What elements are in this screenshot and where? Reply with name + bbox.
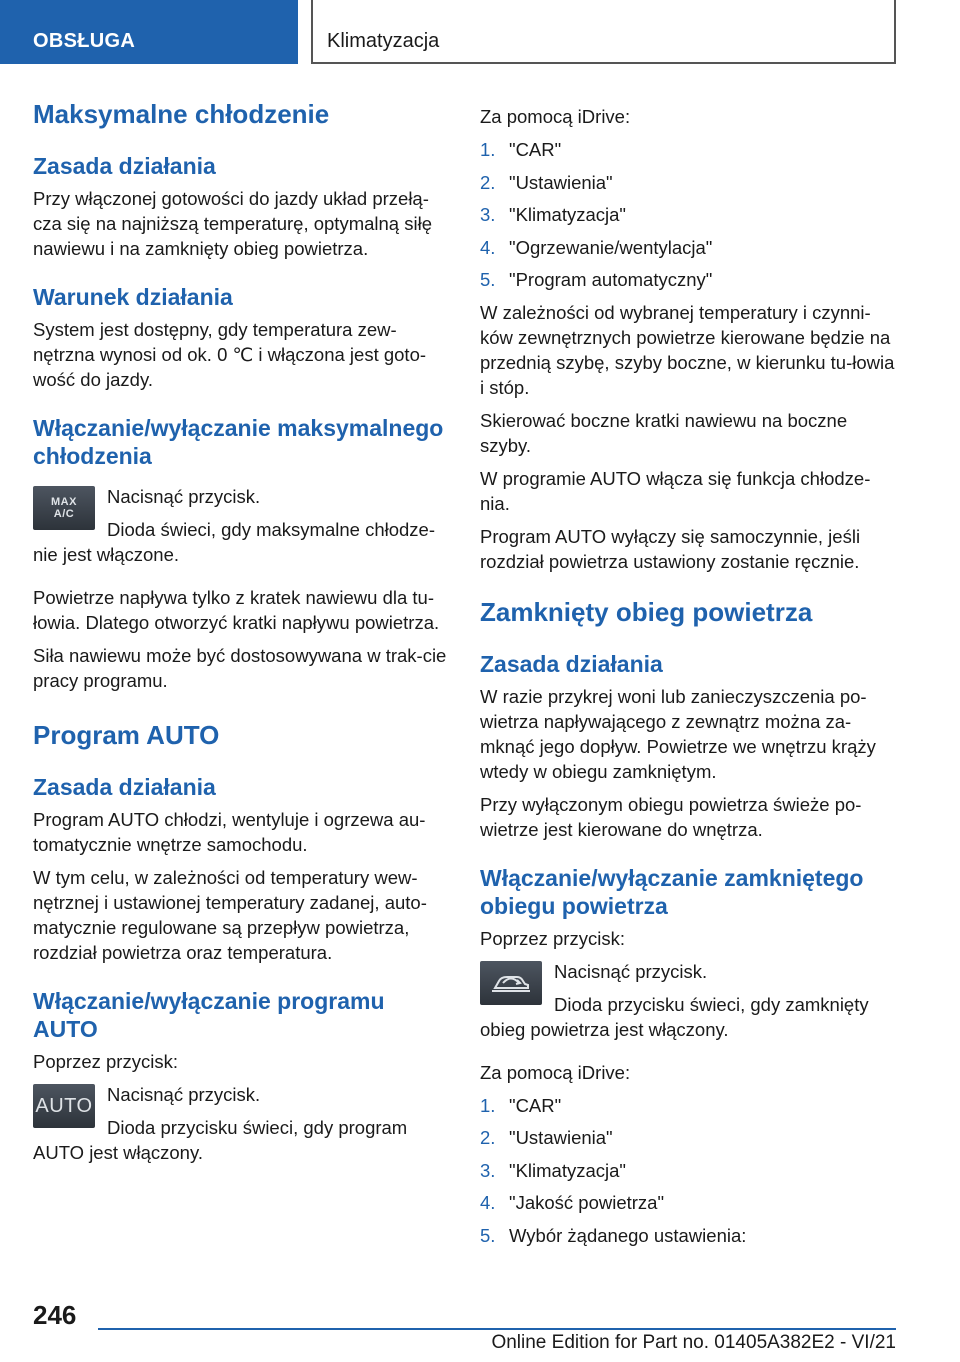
- step-text: "Program automatyczny": [509, 269, 713, 290]
- heading-toggle-auto: Włączanie/wyłączanie programu AUTO: [33, 988, 385, 1042]
- paragraph: System jest dostępny, gdy temperatura zew-nętrzna wynosi od ok. 0 ℃ i włączona jest goto-wość do jazdy.: [33, 319, 427, 390]
- heading-toggle-recirculation: Włączanie/wyłączanie zamkniętego obiegu powietrza: [480, 864, 864, 919]
- edition-note: Online Edition for Part no. 01405A382E2 - VI/21: [491, 1332, 896, 1353]
- step-item: [480, 1190, 900, 1215]
- chapter-header: [311, 0, 896, 64]
- section-tab: OBSŁUGA: [0, 0, 298, 64]
- paragraph: Dioda przycisku świeci, gdy program AUTO jest włączony.: [33, 1117, 408, 1163]
- step-number: 3.: [480, 204, 496, 225]
- left-column: [33, 98, 451, 1165]
- footer-divider: [98, 1328, 896, 1330]
- step-text: "Ustawienia": [509, 171, 613, 193]
- auto-button-icon: AUTO: [33, 1084, 95, 1128]
- paragraph: Przy wyłączonym obiegu powietrza świeże po-wietrze jest kierowane do wnętrza.: [480, 793, 862, 840]
- step-number: 1.: [480, 1094, 496, 1116]
- paragraph: W programie AUTO włącza się funkcja chłodze-nia.: [480, 467, 871, 514]
- paragraph: Skierować boczne kratki nawiewu na boczne szyby.: [480, 409, 848, 456]
- paragraph: Dioda świeci, gdy maksymalne chłodze-nie jest włączone.: [33, 519, 435, 565]
- max-ac-instruction: [33, 484, 451, 567]
- step-text: "CAR": [509, 139, 562, 160]
- step-text: Wybór żądanego ustawienia:: [509, 1224, 747, 1246]
- paragraph: Za pomocą iDrive:: [480, 106, 631, 127]
- step-item: [480, 1125, 900, 1150]
- step-text: "Klimatyzacja": [509, 1159, 626, 1181]
- heading-principle: Zasada działania: [33, 774, 216, 800]
- paragraph: W razie przykrej woni lub zanieczyszczenia po-wietrza napływającego z zewnątrz można za-mknąć jego dopływ. Powietrze we wnętrzu krąży wtedy w obiegu zamkniętym.: [480, 685, 876, 782]
- heading-principle: Zasada działania: [480, 650, 663, 677]
- recirculation-button-icon: [480, 961, 542, 1005]
- step-item: [480, 267, 900, 292]
- step-item: [480, 137, 900, 162]
- step-number: 2.: [480, 1127, 496, 1148]
- paragraph: Przy włączonej gotowości do jazdy układ przełą-cza się na najniższą temperaturę, optymalną siłę nawiewu i na zamknięty obieg powietrza.: [33, 188, 432, 259]
- paragraph: Dioda przycisku świeci, gdy zamknięty obieg powietrza jest włączony.: [480, 993, 869, 1040]
- step-item: [480, 1158, 900, 1183]
- step-number: 4.: [480, 236, 496, 258]
- step-number: 5.: [480, 1224, 496, 1246]
- paragraph: Siła nawiewu może być dostosowywana w trak-cie pracy programu.: [33, 645, 447, 691]
- paragraph: Nacisnąć przycisk.: [554, 960, 708, 982]
- step-item: [480, 1093, 900, 1118]
- step-item: [480, 235, 900, 260]
- step-number: 1.: [480, 139, 496, 160]
- heading-principle: Zasada działania: [33, 153, 216, 179]
- step-number: 5.: [480, 269, 496, 290]
- heading-max-cooling: Maksymalne chłodzenie: [33, 99, 330, 129]
- step-number: 2.: [480, 171, 496, 193]
- step-item: [480, 202, 900, 227]
- paragraph: Poprzez przycisk:: [480, 927, 625, 949]
- step-item: [480, 170, 900, 195]
- heading-auto-program: Program AUTO: [33, 720, 220, 750]
- step-number: 3.: [480, 1159, 496, 1181]
- step-item: [480, 1223, 900, 1248]
- auto-instruction: [33, 1082, 451, 1165]
- heading-recirculation: Zamknięty obieg powietrza: [480, 596, 813, 627]
- step-text: "Klimatyzacja": [509, 204, 626, 225]
- paragraph: Powietrze napływa tylko z kratek nawiewu dla tu-łowia. Dlatego otworzyć kratki napływu powietrza.: [33, 587, 440, 633]
- idrive-steps-air-quality: [480, 1093, 900, 1248]
- step-number: 4.: [480, 1192, 496, 1213]
- heading-toggle-max-cooling: Włączanie/wyłączanie maksymalnego chłodzenia: [33, 415, 444, 469]
- paragraph: Za pomocą iDrive:: [480, 1061, 631, 1083]
- step-text: "Jakość powietrza": [509, 1192, 665, 1213]
- paragraph: Program AUTO wyłączy się samoczynnie, jeśli rozdział powietrza ustawiony zostanie ręcznie.: [480, 525, 861, 572]
- paragraph: Poprzez przycisk:: [33, 1051, 178, 1072]
- paragraph: W tym celu, w zależności od temperatury wew-nętrznej i ustawionej temperatury zadanej, auto-matycznie regulowane są przepływ powietrza, rozdział powietrza oraz temperatura.: [33, 867, 427, 963]
- step-text: "Ogrzewanie/wentylacja": [509, 236, 713, 258]
- max-ac-button-icon: MAX A/C: [33, 486, 95, 530]
- chapter-title: Klimatyzacja: [327, 30, 440, 52]
- recirculation-instruction: [480, 959, 900, 1042]
- idrive-steps-auto: [480, 137, 900, 292]
- paragraph: W zależności od wybranej temperatury i czynni-ków zewnętrznych powietrze kierowane będzie na przednią szybę, szyby boczne, w kierunku tu-łowia i stóp.: [480, 301, 895, 398]
- step-text: "Ustawienia": [509, 1127, 613, 1148]
- page-number: 246: [33, 1300, 77, 1330]
- step-text: "CAR": [509, 1094, 562, 1116]
- paragraph: Nacisnąć przycisk.: [107, 1084, 261, 1105]
- heading-condition: Warunek działania: [33, 284, 233, 310]
- right-column: [480, 104, 900, 1255]
- paragraph: Program AUTO chłodzi, wentyluje i ogrzewa au-tomatycznie wnętrze samochodu.: [33, 809, 426, 855]
- paragraph: Nacisnąć przycisk.: [107, 486, 261, 507]
